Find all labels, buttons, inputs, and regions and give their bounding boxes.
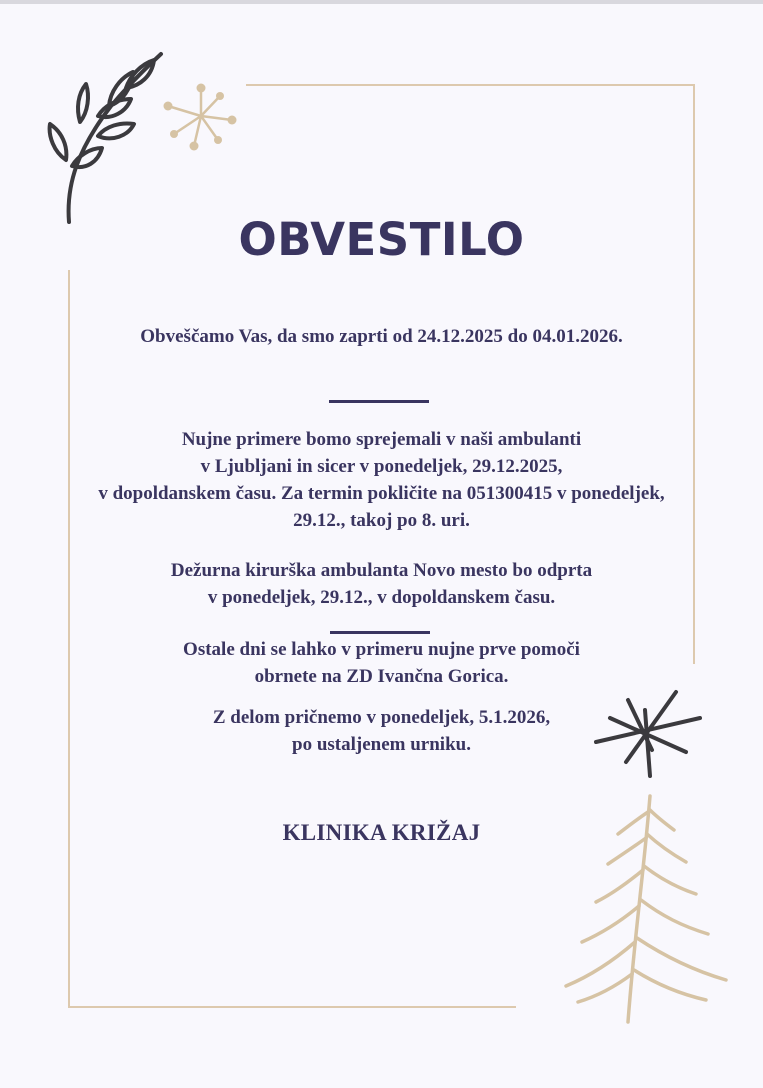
paragraph-line: 29.12., takoj po 8. uri.	[293, 510, 470, 531]
paragraph-line: Ostale dni se lahko v primeru nujne prve pomoči	[183, 639, 580, 660]
paragraph-line: Nujne primere bomo sprejemali v naši ambulanti	[181, 429, 582, 450]
divider-line	[330, 631, 430, 634]
paragraph-line: v Ljubljani in sicer v ponedeljek, 29.12.2025,	[200, 456, 563, 477]
frame-bottom-line	[68, 1006, 516, 1008]
paragraph-line: Dežurna kirurška ambulanta Novo mesto bo odprta	[170, 560, 593, 581]
other-days-paragraph	[40, 636, 723, 690]
divider-line	[329, 400, 429, 403]
urgent-cases-paragraph	[40, 426, 723, 534]
paragraph-line: obrnete na ZD Ivančna Gorica.	[254, 666, 509, 687]
intro-line: Obveščamo Vas, da smo zaprti od 24.12.2025 do 04.01.2026.	[140, 326, 623, 347]
window-top-edge	[0, 0, 763, 4]
snowflake-icon	[160, 82, 242, 154]
paragraph-line: v dopoldanskem času. Za termin pokličite na 051300415 v ponedeljek,	[98, 483, 665, 504]
paragraph-line: po ustaljenem urniku.	[292, 734, 471, 755]
paragraph-line: Z delom pričnemo v ponedeljek, 5.1.2026,	[212, 707, 551, 728]
duty-clinic-paragraph	[40, 557, 723, 611]
paragraph-line: v ponedeljek, 29.12., v dopoldanskem času.	[207, 587, 556, 608]
frame-top-line	[246, 84, 695, 86]
notice-title: OBVESTILO	[238, 213, 525, 266]
clinic-signature: KLINIKA KRIŽAJ	[282, 820, 481, 845]
intro-text	[40, 323, 723, 350]
leaf-branch-icon	[36, 44, 171, 229]
resume-work-paragraph	[40, 704, 723, 758]
